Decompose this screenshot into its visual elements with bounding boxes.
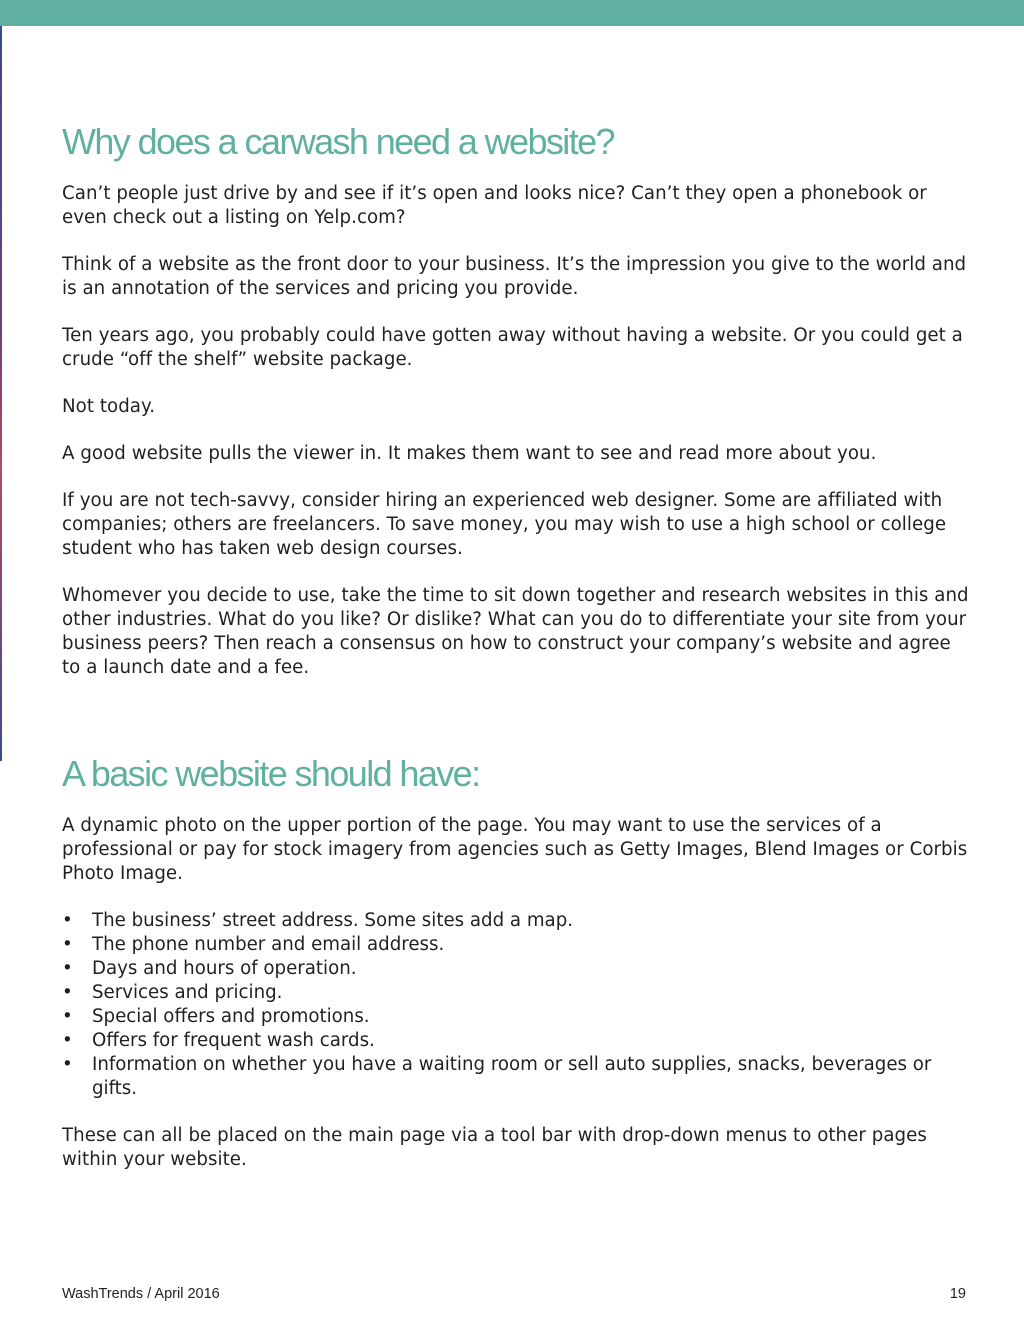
bullet-icon: • xyxy=(62,910,73,931)
article-content xyxy=(62,116,972,1172)
paragraph: If you are not tech-savvy, consider hiring an experienced web designer. Some are affiliated with companies; others are freelancers. To save money, you may wish to use a high school or college student who has taken web design courses. xyxy=(62,490,947,559)
paragraph: A good website pulls the viewer in. It makes them want to see and read more about you. xyxy=(62,443,877,464)
top-color-bar xyxy=(0,0,1024,26)
list-item-text: Services and pricing. xyxy=(92,982,283,1003)
section-heading-why-website: Why does a carwash need a website? xyxy=(62,121,614,162)
bullet-icon: • xyxy=(62,1054,73,1075)
closing-paragraph: These can all be placed on the main page via a tool bar with drop-down menus to other pages within your website. xyxy=(62,1125,927,1170)
list-item xyxy=(62,1029,972,1053)
footer-publication: WashTrends / April 2016 xyxy=(62,1286,220,1302)
list-item-text: The business’ street address. Some sites add a map. xyxy=(92,910,574,931)
left-edge-rule xyxy=(0,26,2,761)
feature-list xyxy=(62,909,972,1101)
paragraph: Ten years ago, you probably could have gotten away without having a website. Or you could get a crude “off the shelf” website package. xyxy=(62,325,963,370)
list-item-text: Information on whether you have a waiting room or sell auto supplies, snacks, beverages or gifts. xyxy=(92,1054,932,1099)
list-item xyxy=(62,1053,972,1101)
paragraph: Not today. xyxy=(62,396,156,417)
list-item-text: Offers for frequent wash cards. xyxy=(92,1030,375,1051)
intro-paragraph: A dynamic photo on the upper portion of the page. You may want to use the services of a professional or pay for stock imagery from agencies such as Getty Images, Blend Images or Corbis Photo Image. xyxy=(62,815,968,884)
paragraph: Whomever you decide to use, take the time to sit down together and research websites in this and other industries. What do you like? Or dislike? What can you do to differentiate your site from your business peers? Then reach a consensus on how to construct your company’s website and agree to a launch date and a fee. xyxy=(62,585,969,678)
list-item-text: The phone number and email address. xyxy=(92,934,445,955)
list-item xyxy=(62,933,972,957)
bullet-icon: • xyxy=(62,934,73,955)
paragraph: Can’t people just drive by and see if it’s open and looks nice? Can’t they open a phonebook or even check out a listing on Yelp.com? xyxy=(62,183,927,228)
bullet-icon: • xyxy=(62,982,73,1003)
list-item xyxy=(62,1005,972,1029)
list-item-text: Special offers and promotions. xyxy=(92,1006,370,1027)
list-item-text: Days and hours of operation. xyxy=(92,958,357,979)
section-heading-basic-website: A basic website should have: xyxy=(62,753,480,794)
page-number: 19 xyxy=(949,1286,966,1302)
list-item xyxy=(62,957,972,981)
bullet-icon: • xyxy=(62,958,73,979)
bullet-icon: • xyxy=(62,1006,73,1027)
list-item xyxy=(62,981,972,1005)
bullet-icon: • xyxy=(62,1030,73,1051)
paragraph: Think of a website as the front door to your business. It’s the impression you give to the world and is an annotation of the services and pricing you provide. xyxy=(62,254,967,299)
list-item xyxy=(62,909,972,933)
